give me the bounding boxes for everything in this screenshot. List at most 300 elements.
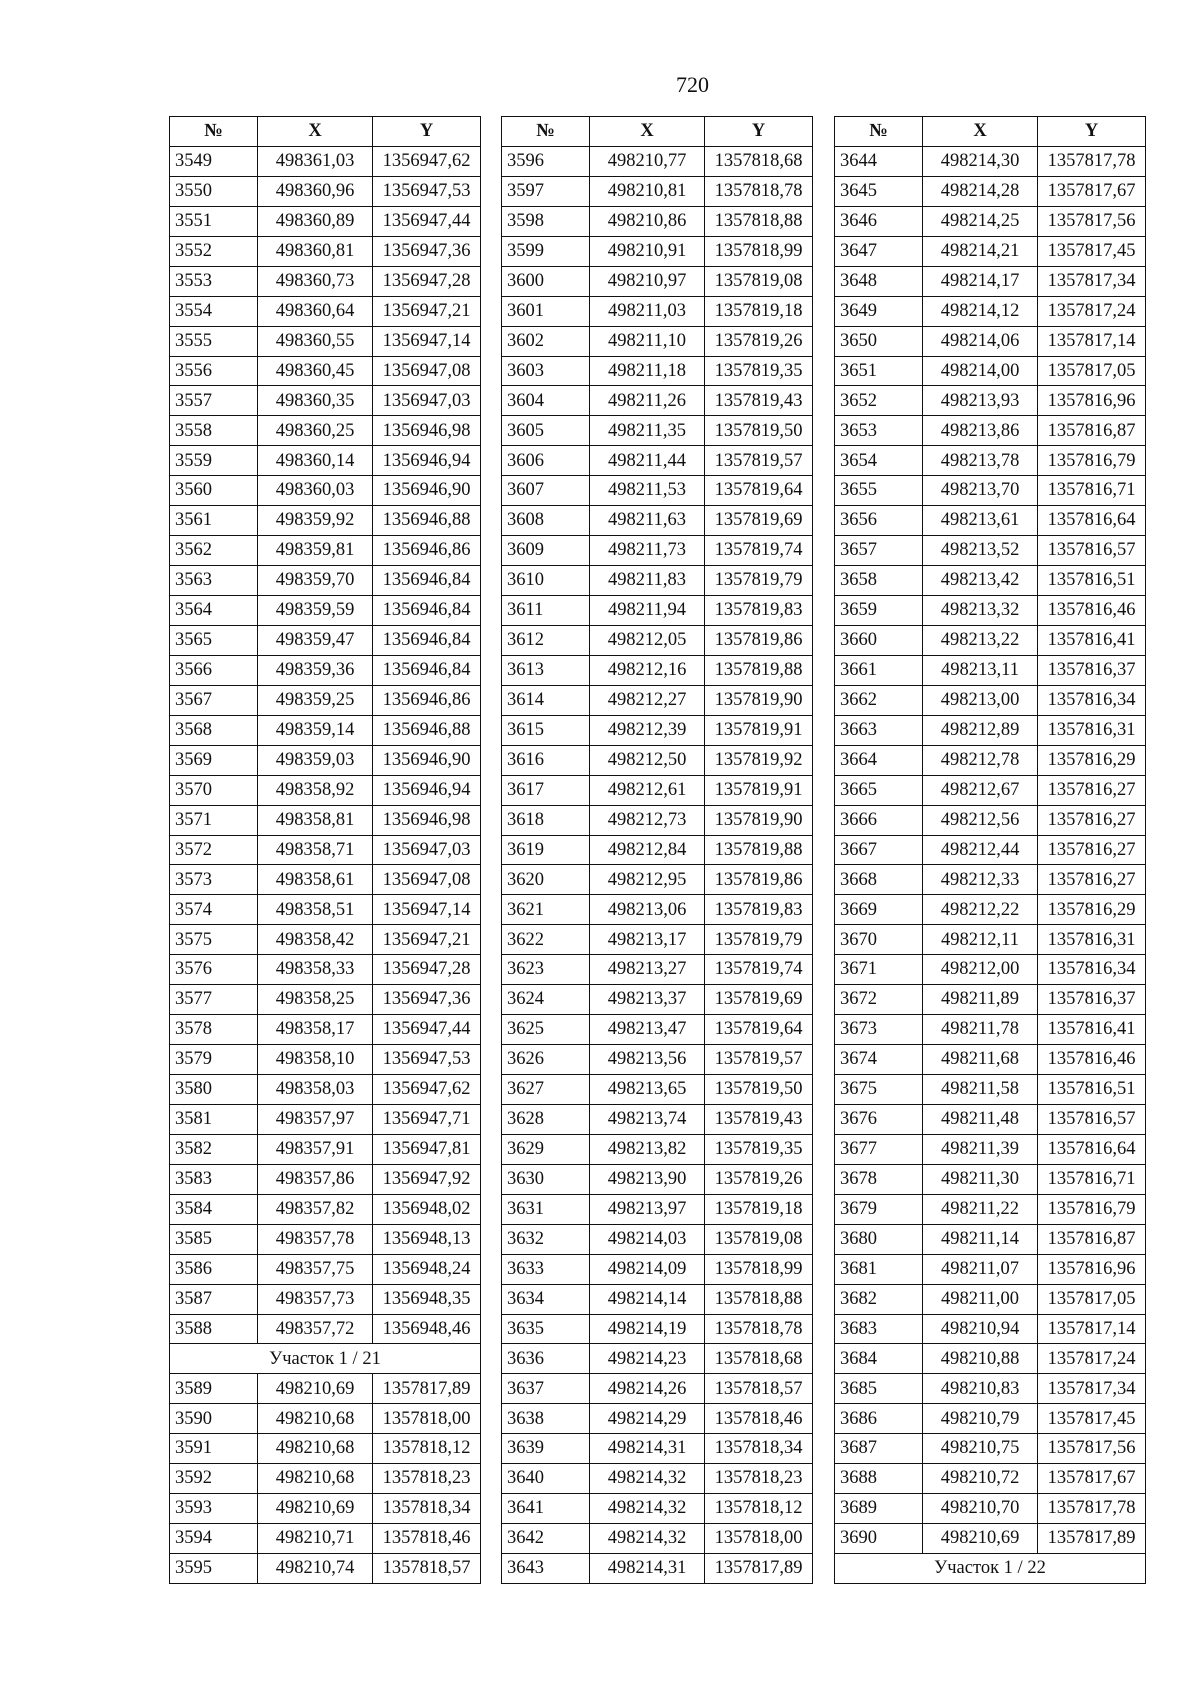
table-row bbox=[835, 985, 1146, 1015]
point-number-cell: 3572 bbox=[170, 835, 258, 865]
table-row bbox=[170, 1434, 481, 1464]
point-number-cell: 3688 bbox=[835, 1464, 923, 1494]
table-row bbox=[502, 1224, 813, 1254]
y-coordinate-cell: 1357817,89 bbox=[705, 1554, 813, 1584]
table-row bbox=[170, 1224, 481, 1254]
table-row bbox=[835, 625, 1146, 655]
x-coordinate-cell: 498360,45 bbox=[258, 356, 373, 386]
x-coordinate-cell: 498210,68 bbox=[258, 1404, 373, 1434]
y-coordinate-cell: 1357818,68 bbox=[705, 146, 813, 176]
y-coordinate-cell: 1356947,71 bbox=[373, 1104, 481, 1134]
table-row bbox=[502, 895, 813, 925]
y-coordinate-cell: 1357818,88 bbox=[705, 1284, 813, 1314]
point-number-cell: 3599 bbox=[502, 236, 590, 266]
table-row bbox=[835, 506, 1146, 536]
point-number-cell: 3625 bbox=[502, 1015, 590, 1045]
table-row bbox=[502, 1254, 813, 1284]
x-coordinate-cell: 498210,69 bbox=[258, 1494, 373, 1524]
point-number-cell: 3690 bbox=[835, 1524, 923, 1554]
point-number-cell: 3685 bbox=[835, 1374, 923, 1404]
x-coordinate-cell: 498211,26 bbox=[590, 386, 705, 416]
table-row bbox=[835, 1434, 1146, 1464]
y-coordinate-cell: 1356947,53 bbox=[373, 176, 481, 206]
table-row bbox=[170, 1374, 481, 1404]
y-coordinate-cell: 1357819,50 bbox=[705, 416, 813, 446]
x-coordinate-cell: 498210,69 bbox=[258, 1374, 373, 1404]
point-number-cell: 3656 bbox=[835, 506, 923, 536]
y-coordinate-cell: 1357816,37 bbox=[1038, 655, 1146, 685]
point-number-cell: 3550 bbox=[170, 176, 258, 206]
table-row bbox=[170, 506, 481, 536]
x-coordinate-cell: 498214,26 bbox=[590, 1374, 705, 1404]
point-number-cell: 3552 bbox=[170, 236, 258, 266]
table-row bbox=[170, 1045, 481, 1075]
table-row bbox=[835, 955, 1146, 985]
y-coordinate-cell: 1356946,90 bbox=[373, 745, 481, 775]
y-coordinate-cell: 1357818,78 bbox=[705, 176, 813, 206]
table-row bbox=[835, 1494, 1146, 1524]
y-coordinate-cell: 1357817,67 bbox=[1038, 1464, 1146, 1494]
x-coordinate-cell: 498358,10 bbox=[258, 1045, 373, 1075]
x-coordinate-cell: 498212,89 bbox=[923, 715, 1038, 745]
point-number-cell: 3621 bbox=[502, 895, 590, 925]
y-coordinate-cell: 1357819,69 bbox=[705, 985, 813, 1015]
y-coordinate-cell: 1357817,34 bbox=[1038, 1374, 1146, 1404]
x-coordinate-cell: 498360,25 bbox=[258, 416, 373, 446]
y-coordinate-cell: 1357816,57 bbox=[1038, 536, 1146, 566]
y-coordinate-cell: 1357819,74 bbox=[705, 955, 813, 985]
table-row bbox=[835, 1194, 1146, 1224]
x-coordinate-cell: 498214,12 bbox=[923, 296, 1038, 326]
point-number-cell: 3556 bbox=[170, 356, 258, 386]
point-number-cell: 3557 bbox=[170, 386, 258, 416]
x-coordinate-cell: 498359,81 bbox=[258, 536, 373, 566]
y-coordinate-cell: 1356948,35 bbox=[373, 1284, 481, 1314]
y-coordinate-cell: 1357818,23 bbox=[705, 1464, 813, 1494]
y-coordinate-cell: 1356947,08 bbox=[373, 356, 481, 386]
table-row bbox=[835, 146, 1146, 176]
y-coordinate-cell: 1357819,90 bbox=[705, 805, 813, 835]
x-coordinate-cell: 498214,32 bbox=[590, 1524, 705, 1554]
y-coordinate-cell: 1357816,27 bbox=[1038, 805, 1146, 835]
point-number-cell: 3676 bbox=[835, 1104, 923, 1134]
point-number-cell: 3580 bbox=[170, 1075, 258, 1105]
point-number-cell: 3612 bbox=[502, 625, 590, 655]
table-row bbox=[835, 655, 1146, 685]
y-coordinate-cell: 1357817,45 bbox=[1038, 1404, 1146, 1434]
y-coordinate-cell: 1357816,87 bbox=[1038, 1224, 1146, 1254]
x-coordinate-cell: 498211,68 bbox=[923, 1045, 1038, 1075]
y-coordinate-cell: 1357819,64 bbox=[705, 1015, 813, 1045]
x-coordinate-cell: 498210,77 bbox=[590, 146, 705, 176]
point-number-cell: 3627 bbox=[502, 1075, 590, 1105]
point-number-cell: 3597 bbox=[502, 176, 590, 206]
y-coordinate-cell: 1357816,79 bbox=[1038, 1194, 1146, 1224]
point-number-cell: 3661 bbox=[835, 655, 923, 685]
x-coordinate-cell: 498214,23 bbox=[590, 1344, 705, 1374]
x-coordinate-cell: 498360,64 bbox=[258, 296, 373, 326]
table-row bbox=[502, 1284, 813, 1314]
x-coordinate-cell: 498210,68 bbox=[258, 1464, 373, 1494]
point-number-cell: 3615 bbox=[502, 715, 590, 745]
table-row bbox=[835, 1015, 1146, 1045]
point-number-cell: 3669 bbox=[835, 895, 923, 925]
y-coordinate-cell: 1356947,14 bbox=[373, 895, 481, 925]
point-number-cell: 3567 bbox=[170, 685, 258, 715]
table-row bbox=[170, 925, 481, 955]
table-row bbox=[835, 296, 1146, 326]
point-number-cell: 3589 bbox=[170, 1374, 258, 1404]
table-row bbox=[835, 865, 1146, 895]
point-number-cell: 3677 bbox=[835, 1134, 923, 1164]
point-number-cell: 3687 bbox=[835, 1434, 923, 1464]
table-header-row bbox=[835, 117, 1146, 147]
point-number-cell: 3634 bbox=[502, 1284, 590, 1314]
y-coordinate-cell: 1356946,98 bbox=[373, 805, 481, 835]
x-coordinate-cell: 498211,78 bbox=[923, 1015, 1038, 1045]
x-coordinate-cell: 498212,84 bbox=[590, 835, 705, 865]
point-number-cell: 3614 bbox=[502, 685, 590, 715]
point-number-cell: 3610 bbox=[502, 566, 590, 596]
y-coordinate-cell: 1356946,94 bbox=[373, 775, 481, 805]
table-row bbox=[835, 596, 1146, 626]
table-row bbox=[170, 955, 481, 985]
x-coordinate-cell: 498211,10 bbox=[590, 326, 705, 356]
y-coordinate-cell: 1356947,03 bbox=[373, 386, 481, 416]
point-number-cell: 3594 bbox=[170, 1524, 258, 1554]
table-row bbox=[170, 715, 481, 745]
x-coordinate-cell: 498213,06 bbox=[590, 895, 705, 925]
x-coordinate-cell: 498357,86 bbox=[258, 1164, 373, 1194]
x-coordinate-cell: 498211,00 bbox=[923, 1284, 1038, 1314]
table-row bbox=[170, 1524, 481, 1554]
table-row bbox=[502, 655, 813, 685]
table-row bbox=[502, 236, 813, 266]
table-row bbox=[502, 1404, 813, 1434]
table-row bbox=[835, 1104, 1146, 1134]
table-row bbox=[502, 266, 813, 296]
table-row bbox=[170, 1194, 481, 1224]
table-row bbox=[502, 476, 813, 506]
x-coordinate-cell: 498214,32 bbox=[590, 1464, 705, 1494]
x-coordinate-cell: 498213,97 bbox=[590, 1194, 705, 1224]
x-coordinate-cell: 498360,81 bbox=[258, 236, 373, 266]
x-coordinate-cell: 498360,35 bbox=[258, 386, 373, 416]
x-coordinate-cell: 498214,00 bbox=[923, 356, 1038, 386]
point-number-cell: 3626 bbox=[502, 1045, 590, 1075]
point-number-cell: 3581 bbox=[170, 1104, 258, 1134]
point-number-cell: 3566 bbox=[170, 655, 258, 685]
table-row bbox=[170, 1284, 481, 1314]
table-row bbox=[502, 296, 813, 326]
y-coordinate-cell: 1357819,86 bbox=[705, 625, 813, 655]
y-coordinate-cell: 1357819,79 bbox=[705, 566, 813, 596]
x-coordinate-cell: 498213,22 bbox=[923, 625, 1038, 655]
y-coordinate-cell: 1357817,05 bbox=[1038, 356, 1146, 386]
table-row bbox=[502, 446, 813, 476]
x-coordinate-cell: 498210,74 bbox=[258, 1554, 373, 1584]
x-coordinate-cell: 498210,88 bbox=[923, 1344, 1038, 1374]
point-number-cell: 3579 bbox=[170, 1045, 258, 1075]
table-row bbox=[502, 775, 813, 805]
point-number-cell: 3561 bbox=[170, 506, 258, 536]
point-number-cell: 3652 bbox=[835, 386, 923, 416]
y-coordinate-cell: 1356946,84 bbox=[373, 566, 481, 596]
coordinates-table-2 bbox=[501, 116, 813, 1584]
y-coordinate-cell: 1356947,28 bbox=[373, 955, 481, 985]
x-coordinate-cell: 498212,22 bbox=[923, 895, 1038, 925]
table-row bbox=[835, 1464, 1146, 1494]
x-coordinate-cell: 498359,92 bbox=[258, 506, 373, 536]
y-coordinate-cell: 1357816,87 bbox=[1038, 416, 1146, 446]
y-coordinate-cell: 1357816,71 bbox=[1038, 1164, 1146, 1194]
table-row bbox=[170, 1015, 481, 1045]
y-coordinate-cell: 1357817,24 bbox=[1038, 1344, 1146, 1374]
point-number-cell: 3583 bbox=[170, 1164, 258, 1194]
x-coordinate-cell: 498358,51 bbox=[258, 895, 373, 925]
y-coordinate-cell: 1357818,99 bbox=[705, 1254, 813, 1284]
y-coordinate-cell: 1357818,46 bbox=[373, 1524, 481, 1554]
x-coordinate-cell: 498211,22 bbox=[923, 1194, 1038, 1224]
coordinates-table-1 bbox=[169, 116, 481, 1584]
table-row bbox=[835, 1224, 1146, 1254]
point-number-cell: 3651 bbox=[835, 356, 923, 386]
x-coordinate-cell: 498359,25 bbox=[258, 685, 373, 715]
point-number-cell: 3686 bbox=[835, 1404, 923, 1434]
y-coordinate-cell: 1357816,37 bbox=[1038, 985, 1146, 1015]
table-row bbox=[835, 835, 1146, 865]
table-row bbox=[170, 356, 481, 386]
point-number-cell: 3593 bbox=[170, 1494, 258, 1524]
x-coordinate-cell: 498212,78 bbox=[923, 745, 1038, 775]
table-row bbox=[170, 1254, 481, 1284]
point-number-cell: 3645 bbox=[835, 176, 923, 206]
y-coordinate-cell: 1357819,26 bbox=[705, 1164, 813, 1194]
point-number-cell: 3670 bbox=[835, 925, 923, 955]
table-row bbox=[170, 536, 481, 566]
section-row bbox=[835, 1554, 1146, 1584]
point-number-cell: 3588 bbox=[170, 1314, 258, 1344]
table-row bbox=[502, 805, 813, 835]
point-number-cell: 3644 bbox=[835, 146, 923, 176]
y-coordinate-cell: 1357818,23 bbox=[373, 1464, 481, 1494]
x-coordinate-cell: 498214,19 bbox=[590, 1314, 705, 1344]
y-coordinate-cell: 1357819,92 bbox=[705, 745, 813, 775]
x-coordinate-cell: 498357,91 bbox=[258, 1134, 373, 1164]
header-y: Y bbox=[373, 117, 481, 147]
point-number-cell: 3684 bbox=[835, 1344, 923, 1374]
table-row bbox=[835, 266, 1146, 296]
table-row bbox=[170, 146, 481, 176]
y-coordinate-cell: 1357816,27 bbox=[1038, 835, 1146, 865]
table-row bbox=[170, 296, 481, 326]
x-coordinate-cell: 498211,03 bbox=[590, 296, 705, 326]
table-row bbox=[502, 1344, 813, 1374]
point-number-cell: 3570 bbox=[170, 775, 258, 805]
x-coordinate-cell: 498213,65 bbox=[590, 1075, 705, 1105]
point-number-cell: 3624 bbox=[502, 985, 590, 1015]
point-number-cell: 3598 bbox=[502, 206, 590, 236]
section-label: Участок 1 / 22 bbox=[835, 1554, 1146, 1584]
table-row bbox=[502, 745, 813, 775]
point-number-cell: 3664 bbox=[835, 745, 923, 775]
y-coordinate-cell: 1357816,51 bbox=[1038, 566, 1146, 596]
point-number-cell: 3558 bbox=[170, 416, 258, 446]
x-coordinate-cell: 498358,33 bbox=[258, 955, 373, 985]
x-coordinate-cell: 498212,44 bbox=[923, 835, 1038, 865]
table-row bbox=[502, 1134, 813, 1164]
x-coordinate-cell: 498214,06 bbox=[923, 326, 1038, 356]
point-number-cell: 3617 bbox=[502, 775, 590, 805]
point-number-cell: 3619 bbox=[502, 835, 590, 865]
point-number-cell: 3616 bbox=[502, 745, 590, 775]
point-number-cell: 3611 bbox=[502, 596, 590, 626]
x-coordinate-cell: 498357,73 bbox=[258, 1284, 373, 1314]
table-row bbox=[170, 835, 481, 865]
x-coordinate-cell: 498212,27 bbox=[590, 685, 705, 715]
table-row bbox=[170, 266, 481, 296]
x-coordinate-cell: 498210,69 bbox=[923, 1524, 1038, 1554]
table-row bbox=[170, 1464, 481, 1494]
x-coordinate-cell: 498213,82 bbox=[590, 1134, 705, 1164]
point-number-cell: 3682 bbox=[835, 1284, 923, 1314]
table-row bbox=[835, 386, 1146, 416]
table-row bbox=[170, 745, 481, 775]
table-row bbox=[835, 1284, 1146, 1314]
y-coordinate-cell: 1357819,18 bbox=[705, 296, 813, 326]
x-coordinate-cell: 498211,14 bbox=[923, 1224, 1038, 1254]
point-number-cell: 3576 bbox=[170, 955, 258, 985]
y-coordinate-cell: 1357819,43 bbox=[705, 386, 813, 416]
y-coordinate-cell: 1356947,62 bbox=[373, 1075, 481, 1105]
table-row bbox=[170, 985, 481, 1015]
y-coordinate-cell: 1357817,14 bbox=[1038, 326, 1146, 356]
x-coordinate-cell: 498214,09 bbox=[590, 1254, 705, 1284]
point-number-cell: 3678 bbox=[835, 1164, 923, 1194]
point-number-cell: 3596 bbox=[502, 146, 590, 176]
table-row bbox=[502, 596, 813, 626]
x-coordinate-cell: 498359,03 bbox=[258, 745, 373, 775]
table-row bbox=[170, 566, 481, 596]
y-coordinate-cell: 1356947,21 bbox=[373, 296, 481, 326]
point-number-cell: 3636 bbox=[502, 1344, 590, 1374]
x-coordinate-cell: 498212,00 bbox=[923, 955, 1038, 985]
y-coordinate-cell: 1356948,46 bbox=[373, 1314, 481, 1344]
y-coordinate-cell: 1357819,08 bbox=[705, 1224, 813, 1254]
x-coordinate-cell: 498213,52 bbox=[923, 536, 1038, 566]
y-coordinate-cell: 1357819,57 bbox=[705, 1045, 813, 1075]
x-coordinate-cell: 498360,89 bbox=[258, 206, 373, 236]
table-row bbox=[502, 1524, 813, 1554]
point-number-cell: 3631 bbox=[502, 1194, 590, 1224]
x-coordinate-cell: 498358,42 bbox=[258, 925, 373, 955]
x-coordinate-cell: 498212,05 bbox=[590, 625, 705, 655]
table-row bbox=[502, 176, 813, 206]
x-coordinate-cell: 498211,89 bbox=[923, 985, 1038, 1015]
table-row bbox=[502, 1164, 813, 1194]
point-number-cell: 3629 bbox=[502, 1134, 590, 1164]
x-coordinate-cell: 498360,03 bbox=[258, 476, 373, 506]
y-coordinate-cell: 1356947,08 bbox=[373, 865, 481, 895]
x-coordinate-cell: 498213,90 bbox=[590, 1164, 705, 1194]
point-number-cell: 3564 bbox=[170, 596, 258, 626]
point-number-cell: 3666 bbox=[835, 805, 923, 835]
point-number-cell: 3586 bbox=[170, 1254, 258, 1284]
header-x: X bbox=[923, 117, 1038, 147]
table-row bbox=[502, 146, 813, 176]
y-coordinate-cell: 1357816,34 bbox=[1038, 685, 1146, 715]
coordinates-table-3 bbox=[834, 116, 1146, 1584]
x-coordinate-cell: 498212,11 bbox=[923, 925, 1038, 955]
table-row bbox=[502, 1494, 813, 1524]
x-coordinate-cell: 498214,28 bbox=[923, 176, 1038, 206]
y-coordinate-cell: 1357818,57 bbox=[705, 1374, 813, 1404]
x-coordinate-cell: 498360,73 bbox=[258, 266, 373, 296]
table-row bbox=[502, 506, 813, 536]
y-coordinate-cell: 1357818,78 bbox=[705, 1314, 813, 1344]
x-coordinate-cell: 498359,59 bbox=[258, 596, 373, 626]
table-row bbox=[170, 236, 481, 266]
point-number-cell: 3646 bbox=[835, 206, 923, 236]
y-coordinate-cell: 1357818,99 bbox=[705, 236, 813, 266]
point-number-cell: 3663 bbox=[835, 715, 923, 745]
point-number-cell: 3590 bbox=[170, 1404, 258, 1434]
point-number-cell: 3650 bbox=[835, 326, 923, 356]
header-x: X bbox=[258, 117, 373, 147]
x-coordinate-cell: 498359,47 bbox=[258, 625, 373, 655]
table-row bbox=[835, 1314, 1146, 1344]
point-number-cell: 3654 bbox=[835, 446, 923, 476]
table-row bbox=[835, 1164, 1146, 1194]
point-number-cell: 3609 bbox=[502, 536, 590, 566]
y-coordinate-cell: 1357816,29 bbox=[1038, 895, 1146, 925]
table-row bbox=[170, 476, 481, 506]
y-coordinate-cell: 1357819,35 bbox=[705, 1134, 813, 1164]
point-number-cell: 3680 bbox=[835, 1224, 923, 1254]
point-number-cell: 3683 bbox=[835, 1314, 923, 1344]
x-coordinate-cell: 498359,36 bbox=[258, 655, 373, 685]
point-number-cell: 3660 bbox=[835, 625, 923, 655]
table-row bbox=[835, 745, 1146, 775]
x-coordinate-cell: 498358,81 bbox=[258, 805, 373, 835]
point-number-cell: 3601 bbox=[502, 296, 590, 326]
y-coordinate-cell: 1356946,88 bbox=[373, 715, 481, 745]
y-coordinate-cell: 1356947,21 bbox=[373, 925, 481, 955]
point-number-cell: 3549 bbox=[170, 146, 258, 176]
y-coordinate-cell: 1357817,56 bbox=[1038, 206, 1146, 236]
x-coordinate-cell: 498210,72 bbox=[923, 1464, 1038, 1494]
y-coordinate-cell: 1356947,14 bbox=[373, 326, 481, 356]
table-row bbox=[170, 625, 481, 655]
x-coordinate-cell: 498210,75 bbox=[923, 1434, 1038, 1464]
y-coordinate-cell: 1356946,88 bbox=[373, 506, 481, 536]
y-coordinate-cell: 1356946,98 bbox=[373, 416, 481, 446]
point-number-cell: 3600 bbox=[502, 266, 590, 296]
table-row bbox=[502, 985, 813, 1015]
table-row bbox=[502, 715, 813, 745]
x-coordinate-cell: 498210,71 bbox=[258, 1524, 373, 1554]
header-x: X bbox=[590, 117, 705, 147]
point-number-cell: 3632 bbox=[502, 1224, 590, 1254]
point-number-cell: 3649 bbox=[835, 296, 923, 326]
y-coordinate-cell: 1356946,94 bbox=[373, 446, 481, 476]
table-row bbox=[835, 1254, 1146, 1284]
y-coordinate-cell: 1356947,44 bbox=[373, 206, 481, 236]
y-coordinate-cell: 1357818,68 bbox=[705, 1344, 813, 1374]
x-coordinate-cell: 498210,91 bbox=[590, 236, 705, 266]
y-coordinate-cell: 1357819,18 bbox=[705, 1194, 813, 1224]
x-coordinate-cell: 498214,25 bbox=[923, 206, 1038, 236]
